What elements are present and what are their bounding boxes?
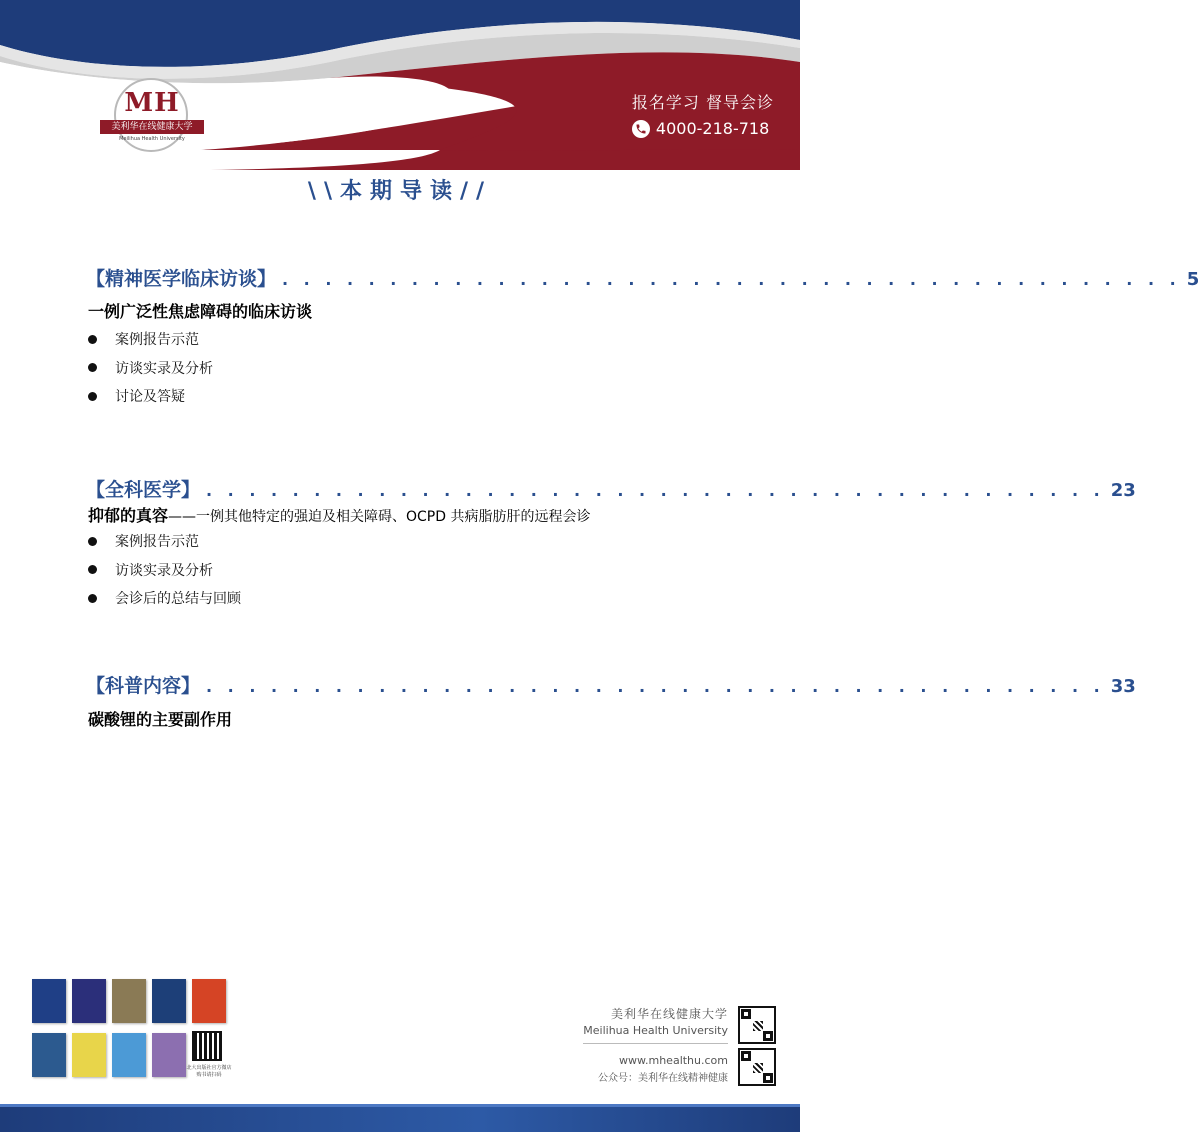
website-qr-icon[interactable] [738,1006,776,1044]
leader-dots: . . . . . . . . . . . . . . . . . . . . . . . . . . . . . . . . . . . . . . . . . . [206,481,1105,500]
list-item-label: 案例报告示范 [115,332,199,349]
book-cover [112,979,146,1023]
article-title[interactable] [88,299,312,322]
phone-number[interactable]: 4000-218-718 [655,119,770,138]
article-title-main: 抑郁的真容 [88,506,169,525]
section-head-general-medicine[interactable] [86,475,1136,502]
phone-icon [632,120,650,138]
bullet-icon [88,565,97,574]
section-page-number: 5 [1186,269,1199,290]
book-cover [72,1033,106,1077]
list-item [88,325,213,354]
bookstore-qr-icon[interactable] [192,1031,222,1061]
wechat-qr-icon[interactable] [738,1048,776,1086]
footer-bar [0,1104,800,1132]
list-item-label: 讨论及答疑 [115,389,185,406]
logo-letters: MH [124,88,180,118]
article-title-rest: ——一例其他特定的强迫及相关障碍、OCPD 共病脂肪肝的远程会诊 [168,509,591,525]
leader-dots: . . . . . . . . . . . . . . . . . . . . . . . . . . . . . . . . . . . . . . . . . . [206,677,1105,696]
footer-wechat: 公众号：美利华在线精神健康 [598,1073,728,1084]
list-item-label: 案例报告示范 [115,534,199,551]
article-title-main: 碳酸锂的主要副作用 [88,710,233,729]
footer-brand-cn: 美利华在线健康大学 [610,1007,728,1021]
logo-subtitle: Meilihua Health University [119,136,185,142]
footer-url[interactable]: www.mhealthu.com [619,1054,728,1067]
header-phone [632,119,774,138]
book-cover [72,979,106,1023]
section-name: 【科普内容】 [86,675,201,697]
list-item-label: 会诊后的总结与回顾 [115,591,241,608]
page-title: \\本期导读// [307,179,493,204]
list-item [88,354,213,383]
section-name: 【精神医学临床访谈】 [86,268,277,290]
section-head-popular-science[interactable] [86,671,1136,698]
bullet-icon [88,594,97,603]
section-page-number: 23 [1110,480,1136,501]
bullet-list [88,325,213,411]
header-slogan: 报名学习 督导会诊 [631,93,774,112]
bullet-icon [88,363,97,372]
bullet-icon [88,392,97,401]
footer-brand [583,1005,728,1084]
list-item-label: 访谈实录及分析 [115,360,213,377]
bullet-icon [88,335,97,344]
article-title[interactable] [88,503,590,526]
section-name: 【全科医学】 [86,479,201,501]
book-cover [152,1033,186,1077]
bullet-list [88,527,241,613]
university-logo [100,78,204,154]
book-cover [152,979,186,1023]
article-title-main: 一例广泛性焦虑障碍的临床访谈 [88,302,313,321]
list-item-label: 访谈实录及分析 [115,562,213,579]
list-item [88,556,241,585]
book-cover [192,979,226,1023]
section-head-psychiatry[interactable] [86,264,1199,291]
book-cover [112,1033,146,1077]
book-cover [32,1033,66,1077]
leader-dots: . . . . . . . . . . . . . . . . . . . . . . . . . . . . . . . . . . . . . . . . . . [282,270,1181,289]
book-covers [30,977,230,1087]
list-item [88,382,213,411]
list-item [88,527,241,556]
footer-brand-en: Meilihua Health University [583,1024,728,1044]
qr-caption: 北大出版社官方微店 购书请扫码 [186,1065,232,1078]
article-title[interactable] [88,707,232,730]
logo-ribbon: 美利华在线健康大学 [100,120,204,134]
header-contact [632,90,774,138]
bullet-icon [88,537,97,546]
section-page-number: 33 [1110,676,1136,697]
list-item [88,584,241,613]
book-cover [32,979,66,1023]
